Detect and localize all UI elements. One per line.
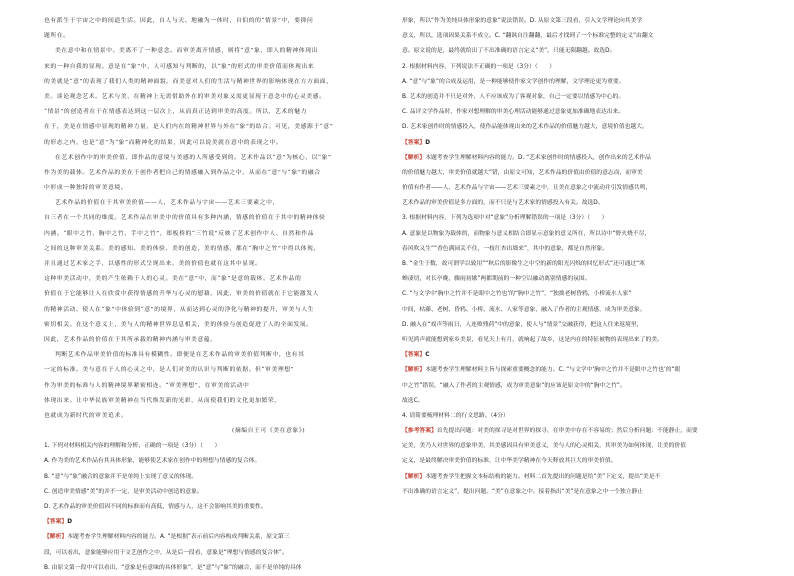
right-line: 不出准确的语言定义”，提出问题。“美”在意象之中。接着指出“美”是在意象之中一个独立静止 xyxy=(402,488,644,495)
answer-label: 【答案】 xyxy=(402,352,426,359)
essay-line: 题所在。 xyxy=(44,33,70,40)
right-line: B. 艺术的创造并不只是对外，人不应该成为了客观对象，自己一定要以情感为中心的。 xyxy=(402,93,625,100)
question-1 xyxy=(44,439,396,515)
answer-label: 【答案】 xyxy=(44,519,68,526)
question-line: B. “意”与“象”融合的意象并不是单纯上实现了意义的体现。 xyxy=(44,473,198,480)
right-line: 形象，所以“作为美纯具体形象的意象”说法错误。D. 从原文第三段看，引入文学理论向其美学 xyxy=(402,18,643,24)
right-line: 【解析】本题考查学生把握文本标结构的能力。材料二首先提出的问题是给“美”下定义，提出“美是不 xyxy=(402,473,661,480)
right-line: 的价值魅力越大，审美价值就越大”错，由原文可知，艺术作品的价值由价值的意志而，而审美 xyxy=(402,169,643,176)
essay-line: 作为审美的标准与人的精神境界紧密相连。“审美理想”，在审美的活动中 xyxy=(44,382,250,389)
analysis-line: 【解析】本题考查学生理解材料内容的能力。A. “是根据”表示前后内容构成判断关系，原文第三 xyxy=(44,534,290,541)
analysis-label: 【解析】 xyxy=(402,473,426,480)
essay-line: 也有派生于宇宙之中的间道生活。因此，自人与天、地融为一体时，自伯的的“情景”中，要抑问 xyxy=(44,18,314,24)
right-line: 意义，所以，选项因果关系不成立。C. “翻讽自注翻翻，最后才找到了一个标准完整的定义”由翻文 xyxy=(402,33,654,40)
right-line: 春风吹又生”“香色满园关不住，一枝红杏出墙来”，其中的意象，都是自然形象。 xyxy=(402,245,609,252)
right-line: 4. 请简要梳理材料二的行文思路。（4分） xyxy=(402,412,509,419)
right-line: 蝉凄切，对长亭晚，骤雨初歇”两都期前的一种空以融动离别情感的氛围。 xyxy=(402,276,591,283)
essay-line: 的美就是“意”的表现了我们人类的精神面貌。而美意对人们的生活与精神世界的影响体现在方方面面， xyxy=(44,78,333,85)
essay-line: 体现出来。让中华民族审美精神在当代焕发新的光彩，从而使我们的文化更加繁荣， xyxy=(44,397,281,404)
answer-label: 【答案】 xyxy=(402,139,426,146)
reference-answer-label: 【参考答案】 xyxy=(402,428,437,435)
right-column xyxy=(402,14,754,500)
right-line: 定义，是最终解决审美价值的标准，让中华美学精神在今天释放其巨大的审美价值。 xyxy=(402,458,617,465)
right-column-text xyxy=(402,14,754,500)
right-line: 2. 根据材料内容，下列说法不正确的一项是（3分）（ ） xyxy=(402,63,556,70)
essay-line: 自三者在一个共同的维度。艺术作品在审美中的价值具有多种内涵，情感的价值在于其中的精神体验 xyxy=(44,215,326,222)
essay-line: 在于，美是在情感中显现的精神力量，是人们内在的精神世界与外在“象”的结合。可见，美感源于“意” xyxy=(44,124,334,131)
left-column xyxy=(44,14,396,576)
essay-text xyxy=(44,14,396,424)
right-line: 故选C。 xyxy=(402,397,424,404)
right-line: C. “与文学中‘胸中之竹并不是眼中之竹也’的“胸中之竹”，“独拙老树昏鸦，小桥流水人家” xyxy=(402,291,632,298)
right-line: A. 意象是以物象为载体的，而物象与意义相结合即显示意象的意义所在，所以诗中“野火烧不尽， xyxy=(402,230,651,237)
analysis-label: 【解析】 xyxy=(402,154,426,161)
essay-line: 判断艺术作品审美价值的标准具有模糊性。即便是在艺术作品的审美价值判断中，也有其 xyxy=(55,352,305,359)
question-line: D. 艺术作品的审美价值因不同的标准而有高低，情感与人，这不会影响其美的重要性。 xyxy=(44,504,267,510)
essay-line: 在艺术创作中的审美价值，即作品的意境与美感的人所感受到的。艺术作品以“意”为核心，以“象” xyxy=(55,154,332,161)
right-line: C. 品评文学作品时，作家对想理解的审美心理活动能够通过意象更加准确地表达出来。 xyxy=(402,109,625,116)
right-line: 意。原文说的是，最终就给出了不出准确的语言定义“美”，只能无限翻越。故选D。 xyxy=(402,48,616,55)
essay-line: 美在意中和在情景中。美离不了一种意念。而审美离开情感，则将“意”象，即人的精神体现出 xyxy=(55,48,319,55)
essay-line: 之间的这种审美关系。美的感知、美的体验、美的创造，美的情感，都在“胸中之竹”中得以体现， xyxy=(44,245,320,252)
essay-line: 来的一种自我的显现。意是在“象”中，人可感知与判断的，以“象”的形式的审美价值而体现出来 xyxy=(44,63,315,70)
analysis-line: B. 由原文第一段中可以看出，“意象是有意味的具体形象”，是“意”与“象”的融合，而不是单纯的具体 xyxy=(44,564,302,571)
right-line: 【解析】本题考查学生理解材料主旨与探索重要概念的能力。C. “与文学中‘胸中之竹并不是眼中之竹也’的“眼 xyxy=(402,367,681,374)
right-line: 【解析】本题考查学生理解材料内容的能力。D. “艺术家创作时的情感投入，创作出来的艺术作品 xyxy=(402,154,651,161)
right-line: 听见鸿声就能想到家乡美景，看见天上有月，就响起了故乡，这是内在的特征被物的表现出来了的美。 xyxy=(402,336,663,343)
analysis-block xyxy=(44,530,396,576)
essay-line: “情景”的创造者在于在情感表达到这一层次上，从而真正达到审美的高度。所以，艺术的魅力 xyxy=(44,109,308,116)
analysis-label: 【解析】 xyxy=(402,367,426,374)
right-line: B. “金生于数，故可谓学以致用”“秋后的影像生之中空的新的阳光闪烁的回忆形式”还可通过“寒 xyxy=(402,261,645,267)
essay-line: 作为美的载体。艺术作品的美在于创作者把自己的情感融入到作品之中，从而在“意”与“象”的融合 xyxy=(44,169,321,176)
right-line: 定美，美乃人对世界的意象审美，其美感因具有审美意义，美与人的心灵相关，其审美为如何体现，让美的价值 xyxy=(402,443,687,450)
analysis-label: 【解析】 xyxy=(44,534,68,541)
essay-line: 密切相关。在这个意义上，美与人的精神世界息息相关，美的体验与创造促进了人的全面发展。 xyxy=(44,321,313,328)
essay-line: 内涵。“眼中之竹，胸中之竹，手中之竹”，郑板桥的“三竹说”反映了艺术创作中人、自然和作品 xyxy=(44,230,315,237)
essay-line: 并且通过艺术家之手，以感性的形式呈现出来。美的价值也就在这其中显现。 xyxy=(44,261,262,267)
essay-line: 中形成一种独特的审美意境。 xyxy=(44,185,128,192)
right-line: 3. 根据材料内容，下列为选项中对“意象”分析理解错误的一项是（3分）（ ） xyxy=(402,215,608,222)
right-line: 【参考答案】首先提出问题：对美的探寻是对世界的探寻，在审美中存在不容易的；然后分析问题：不能静止，而要 xyxy=(402,428,698,435)
essay-line: 的形态之内，也是“意”为“象”而精神化的结果，因此可以说美就在意中的表现之中。 xyxy=(44,139,283,146)
right-line: D. 融入在“戏声等雨日，人连败残荷”中的意象，使人与“情景”交融获得，把这人往来返境里， xyxy=(402,321,643,328)
right-line: 中之竹”错误，“融入了作者的主观情感，成为审美意象”的应该是原文中的“胸中之竹”。 xyxy=(402,382,626,389)
answer-line xyxy=(44,515,396,530)
essay-line: 美。谈论观念艺术。艺术与美、在精神上无需借助外在的审美对象又需更显现于意念中的心灵美感。 xyxy=(44,93,326,100)
question-line: 1. 下列对材料相关内容的理解和分析，正确的一项是（3分）（ ） xyxy=(44,443,221,450)
essay-line: 价值在于它能够让人在欣赏中获得情感的升华与心灵的慰藉。因此，审美的价值就在于它能激发人 xyxy=(44,291,320,298)
right-line: D. 艺术家创作时的情感投入，使作品能体现出来的艺术作品的价值魅力越大，意境价值也越大。 xyxy=(402,124,648,131)
right-line: A. “意”与“象”的合成及运用，是一种能够使作家文学创作的理解，文学理论更为重要。 xyxy=(402,78,625,85)
answer-line xyxy=(402,348,754,363)
right-line: 艺术作品的审美价值是多方面的，而不只是与艺术家的情感投入有关。故选D。 xyxy=(402,200,604,207)
right-line: 中间，枯藤、老树、昏鸦、小桥、流水、人家等意象，融入了作者的主观情感，成为审美意象。 xyxy=(402,306,646,313)
answer-value: D xyxy=(67,519,73,526)
analysis-line: 段，可以看出，意象能够应用于文艺创作之中，从是后一段看，意象是“理想与情感的复合体”。 xyxy=(44,549,288,556)
essay-line: 艺术作品的价值在于其审美价值——人，艺术作品与宇宙——艺术三要素之中， xyxy=(55,200,279,207)
source-citation: (摘编自王可《美在意象》) xyxy=(232,428,306,435)
right-line: 价值有作者——人，艺术作品与宇宙——艺术三要素之中，且美在意象之中流动并引发情感共鸣， xyxy=(402,185,652,192)
answer-line xyxy=(402,136,754,151)
question-line: C. 创造审美情感“美”的并不一定，是审美活动中创造的意象。 xyxy=(44,488,203,495)
answer-value: C xyxy=(425,352,430,359)
essay-line: 的精神活动，使人在“象”中体验到“意”的境界，从而达到心灵的净化与精神的提升，审美与人生 xyxy=(44,306,315,313)
essay-line: 因此，艺术作品的价值在于其所承载的精神内涵与审美意蕴。 xyxy=(44,336,217,343)
essay-line: 这种审美活动中，美的产生依赖于人的心灵。美在“意”中，而“象”是意的载体。艺术作品的 xyxy=(44,276,302,283)
essay-line: 也就成为新时代的审美追求。 xyxy=(44,412,128,419)
essay-line: 一定的标准。美与意在于人的心灵之中，是人们对美的认识与判断的依据。但“审美理想” xyxy=(44,367,295,374)
question-line: A. 作为美的艺术作品有其具体形象，能够使艺术家在创作中的理想与情感的复合体。 xyxy=(44,458,261,465)
answer-value: D xyxy=(425,139,431,146)
